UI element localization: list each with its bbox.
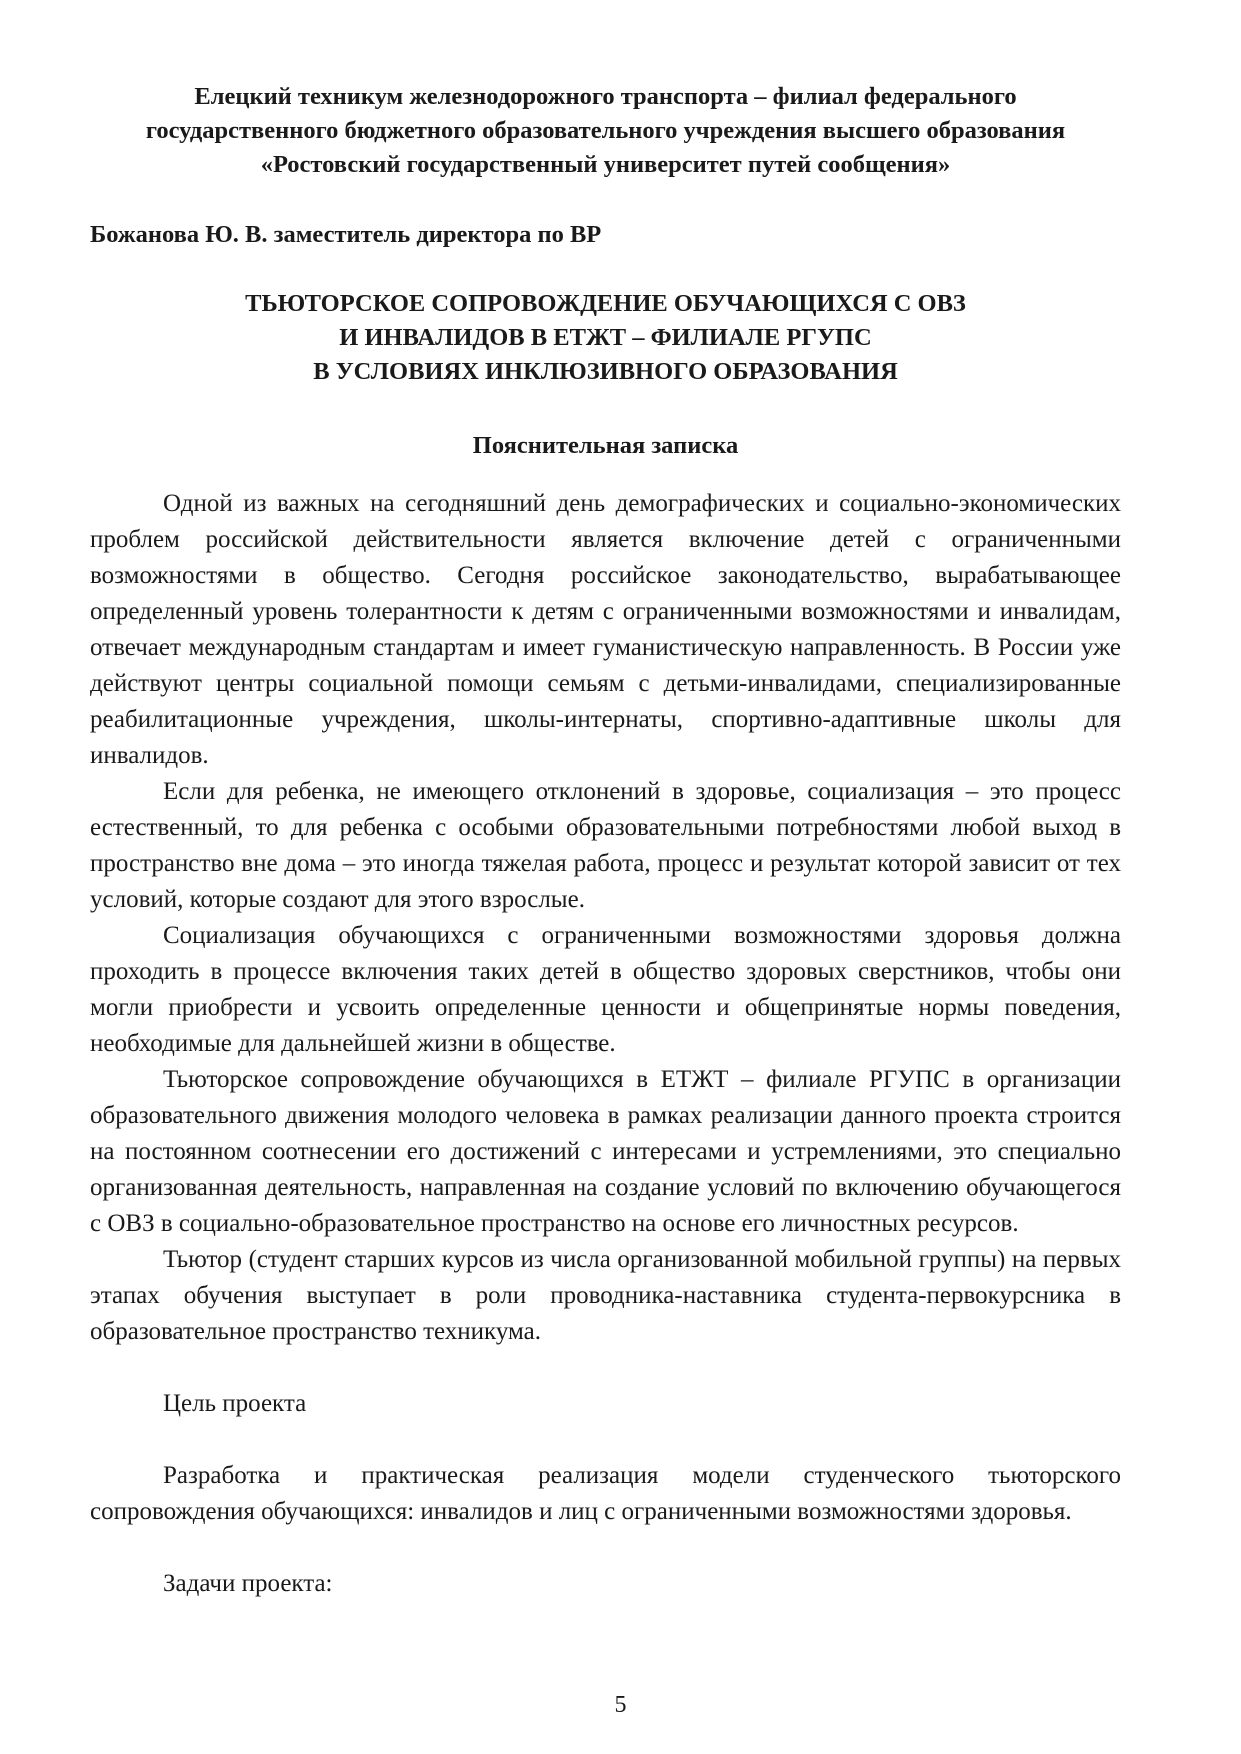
institution-line: «Ростовский государственный университет путей сообщения» [260, 151, 951, 178]
paragraph: Одной из важных на сегодняшний день демографических и социально-экономических проблем российской действительности является включение детей с ограниченными возможностями в общество. Сегодня российское законодательство, вырабатывающее определенный уровень толерантности к детям с ограниченными возможностями и инвалидам, отвечает международным стандартам и имеет гуманистическую направленность. В России уже действуют центры социальной помощи семьям с детьми-инвалидами, специализированные реабилитационные учреждения, школы-интернаты, спортивно-адаптивные школы для инвалидов. [90, 490, 1121, 769]
title-line: ТЬЮТОРСКОЕ СОПРОВОЖДЕНИЕ ОБУЧАЮЩИХСЯ С ОВЗ [245, 290, 966, 317]
author-line: Божанова Ю. В. заместитель директора по ВР [90, 221, 602, 248]
title-line: И ИНВАЛИДОВ В ЕТЖТ – ФИЛИАЛЕ РГУПС [339, 324, 872, 351]
document-page [90, 80, 1121, 1602]
goal-text: Разработка и практическая реализация модели студенческого тьюторского сопровождения обучающихся: инвалидов и лиц с ограниченными возможностями здоровья. [90, 1462, 1121, 1525]
body-text [90, 486, 1121, 1350]
paragraph: Социализация обучающихся с ограниченными возможностями здоровья должна проходить в процессе включения таких детей в общество здоровых сверстников, чтобы они могли приобрести и усвоить определенные ценности и общепринятые нормы поведения, необходимые для дальнейшей жизни в обществе. [90, 922, 1121, 1057]
goal-label: Цель проекта [163, 1390, 307, 1417]
institution-line: Елецкий техникум железнодорожного транспорта – филиал федерального [194, 83, 1017, 110]
institution-line: государственного бюджетного образовательного учреждения высшего образования [145, 117, 1066, 144]
paragraph: Тьюторское сопровождение обучающихся в ЕТЖТ – филиале РГУПС в организации образовательного движения молодого человека в рамках реализации данного проекта строится на постоянном соотнесении его достижений с интересами и устремлениями, это специально организованная деятельность, направленная на создание условий по включению обучающегося с ОВЗ в социально-образовательное пространство на основе его личностных ресурсов. [90, 1066, 1121, 1237]
title-line: В УСЛОВИЯХ ИНКЛЮЗИВНОГО ОБРАЗОВАНИЯ [313, 358, 898, 385]
paragraph: Если для ребенка, не имеющего отклонений в здоровье, социализация – это процесс естественный, то для ребенка с особыми образовательными потребностями любой выход в пространство вне дома – это иногда тяжелая работа, процесс и результат которой зависит от тех условий, которые создают для этого взрослые. [90, 778, 1121, 913]
document-title [90, 287, 1121, 389]
explanatory-note-heading: Пояснительная записка [472, 432, 739, 459]
institution-header [90, 80, 1121, 182]
page-number: 5 [614, 1692, 627, 1718]
paragraph: Тьютор (студент старших курсов из числа организованной мобильной группы) на первых этапах обучения выступает в роли проводника-наставника студента-первокурсника в образовательное пространство техникума. [90, 1246, 1121, 1345]
tasks-label: Задачи проекта: [163, 1570, 333, 1597]
